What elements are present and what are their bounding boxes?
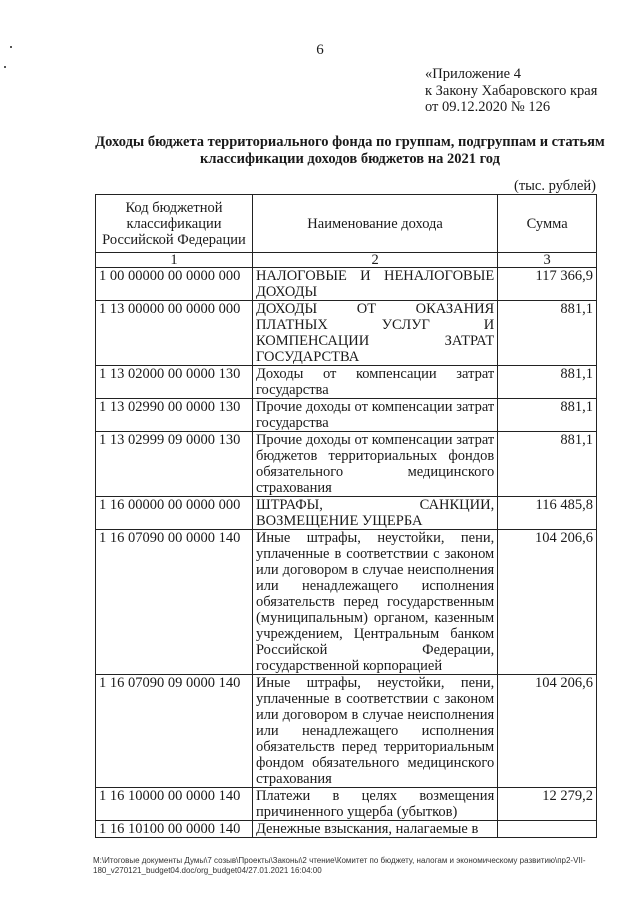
row-code: 1 00 00000 00 0000 000: [96, 268, 253, 301]
header-name: Наименование дохода: [252, 195, 497, 253]
units-label: (тыс. рублей): [514, 178, 596, 194]
row-sum: 12 279,2: [498, 788, 597, 821]
row-code: 1 16 10000 00 0000 140: [96, 788, 253, 821]
table-row: [96, 675, 597, 788]
row-name: НАЛОГОВЫЕ И НЕНАЛОГОВЫЕ ДОХОДЫ: [252, 268, 497, 301]
table-row: [96, 366, 597, 399]
page-number: 6: [316, 42, 324, 58]
column-number: 2: [252, 253, 497, 268]
table-row: [96, 497, 597, 530]
table-row: [96, 821, 597, 838]
row-name: Иные штрафы, неустойки, пени, уплаченные в соответствии с законом или договором в случае неисполнения или ненадлежащего исполнения обязательств перед территориальным фондом обязательного медицинского страхования: [252, 675, 497, 788]
scan-speck: [4, 66, 6, 68]
row-code: 1 13 02990 00 0000 130: [96, 399, 253, 432]
row-name: Доходы от компенсации затрат государства: [252, 366, 497, 399]
table-row: [96, 301, 597, 366]
row-sum: 104 206,6: [498, 530, 597, 675]
row-sum: 117 366,9: [498, 268, 597, 301]
table-row: [96, 268, 597, 301]
appendix-line: «Приложение 4: [425, 66, 521, 82]
row-code: 1 13 02999 09 0000 130: [96, 432, 253, 497]
table-row: [96, 432, 597, 497]
row-code: 1 16 07090 00 0000 140: [96, 530, 253, 675]
row-name: Прочие доходы от компенсации затрат бюджетов территориальных фондов обязательного медицинского страхования: [252, 432, 497, 497]
row-code: 1 13 00000 00 0000 000: [96, 301, 253, 366]
row-code: 1 16 10100 00 0000 140: [96, 821, 253, 838]
row-name: Платежи в целях возмещения причиненного ущерба (убытков): [252, 788, 497, 821]
document-title: Доходы бюджета территориального фонда по группам, подгруппам и статьям классификации доходов бюджетов на 2021 год: [95, 134, 605, 167]
row-sum: 104 206,6: [498, 675, 597, 788]
file-path-footer: M:\Итоговые документы Думы\7 созыв\Проекты\Законы\2 чтение\Комитет по бюджету, налогам и экономическому развитию\пр2-VII-180_v270121_budget04.doc/org_budget04/27.01.2021 16:04:00: [93, 856, 586, 875]
row-code: 1 13 02000 00 0000 130: [96, 366, 253, 399]
row-name: Иные штрафы, неустойки, пени, уплаченные в соответствии с законом или договором в случае неисполнения или ненадлежащего исполнения обязательств перед государственным (муниципальным) органом, казенным учреждением, Центральным банком Российской Федерации, государственной корпорацией: [252, 530, 497, 675]
row-sum: 881,1: [498, 366, 597, 399]
header-sum: Сумма: [498, 195, 597, 253]
row-code: 1 16 00000 00 0000 000: [96, 497, 253, 530]
row-name: ШТРАФЫ, САНКЦИИ, ВОЗМЕЩЕНИЕ УЩЕРБА: [252, 497, 497, 530]
row-sum: [498, 821, 597, 838]
row-sum: 881,1: [498, 399, 597, 432]
appendix-line: от 09.12.2020 № 126: [425, 99, 551, 115]
column-number: 1: [96, 253, 253, 268]
row-name: ДОХОДЫ ОТ ОКАЗАНИЯ ПЛАТНЫХ УСЛУГ И КОМПЕНСАЦИИ ЗАТРАТ ГОСУДАРСТВА: [252, 301, 497, 366]
revenue-table: [95, 194, 597, 838]
row-sum: 881,1: [498, 432, 597, 497]
row-name: Денежные взыскания, налагаемые в: [252, 821, 497, 838]
scan-speck: [10, 46, 12, 48]
appendix-line: к Закону Хабаровского края: [425, 82, 598, 99]
table-row: [96, 788, 597, 821]
column-number-row: [96, 253, 597, 268]
table-header-row: [96, 195, 597, 253]
row-sum: 116 485,8: [498, 497, 597, 530]
table-row: [96, 530, 597, 675]
table-row: [96, 399, 597, 432]
column-number: 3: [498, 253, 597, 268]
header-code: Код бюджетной классификации Российской Федерации: [96, 195, 253, 253]
row-name: Прочие доходы от компенсации затрат государства: [252, 399, 497, 432]
row-sum: 881,1: [498, 301, 597, 366]
appendix-header: [425, 66, 597, 116]
row-code: 1 16 07090 09 0000 140: [96, 675, 253, 788]
